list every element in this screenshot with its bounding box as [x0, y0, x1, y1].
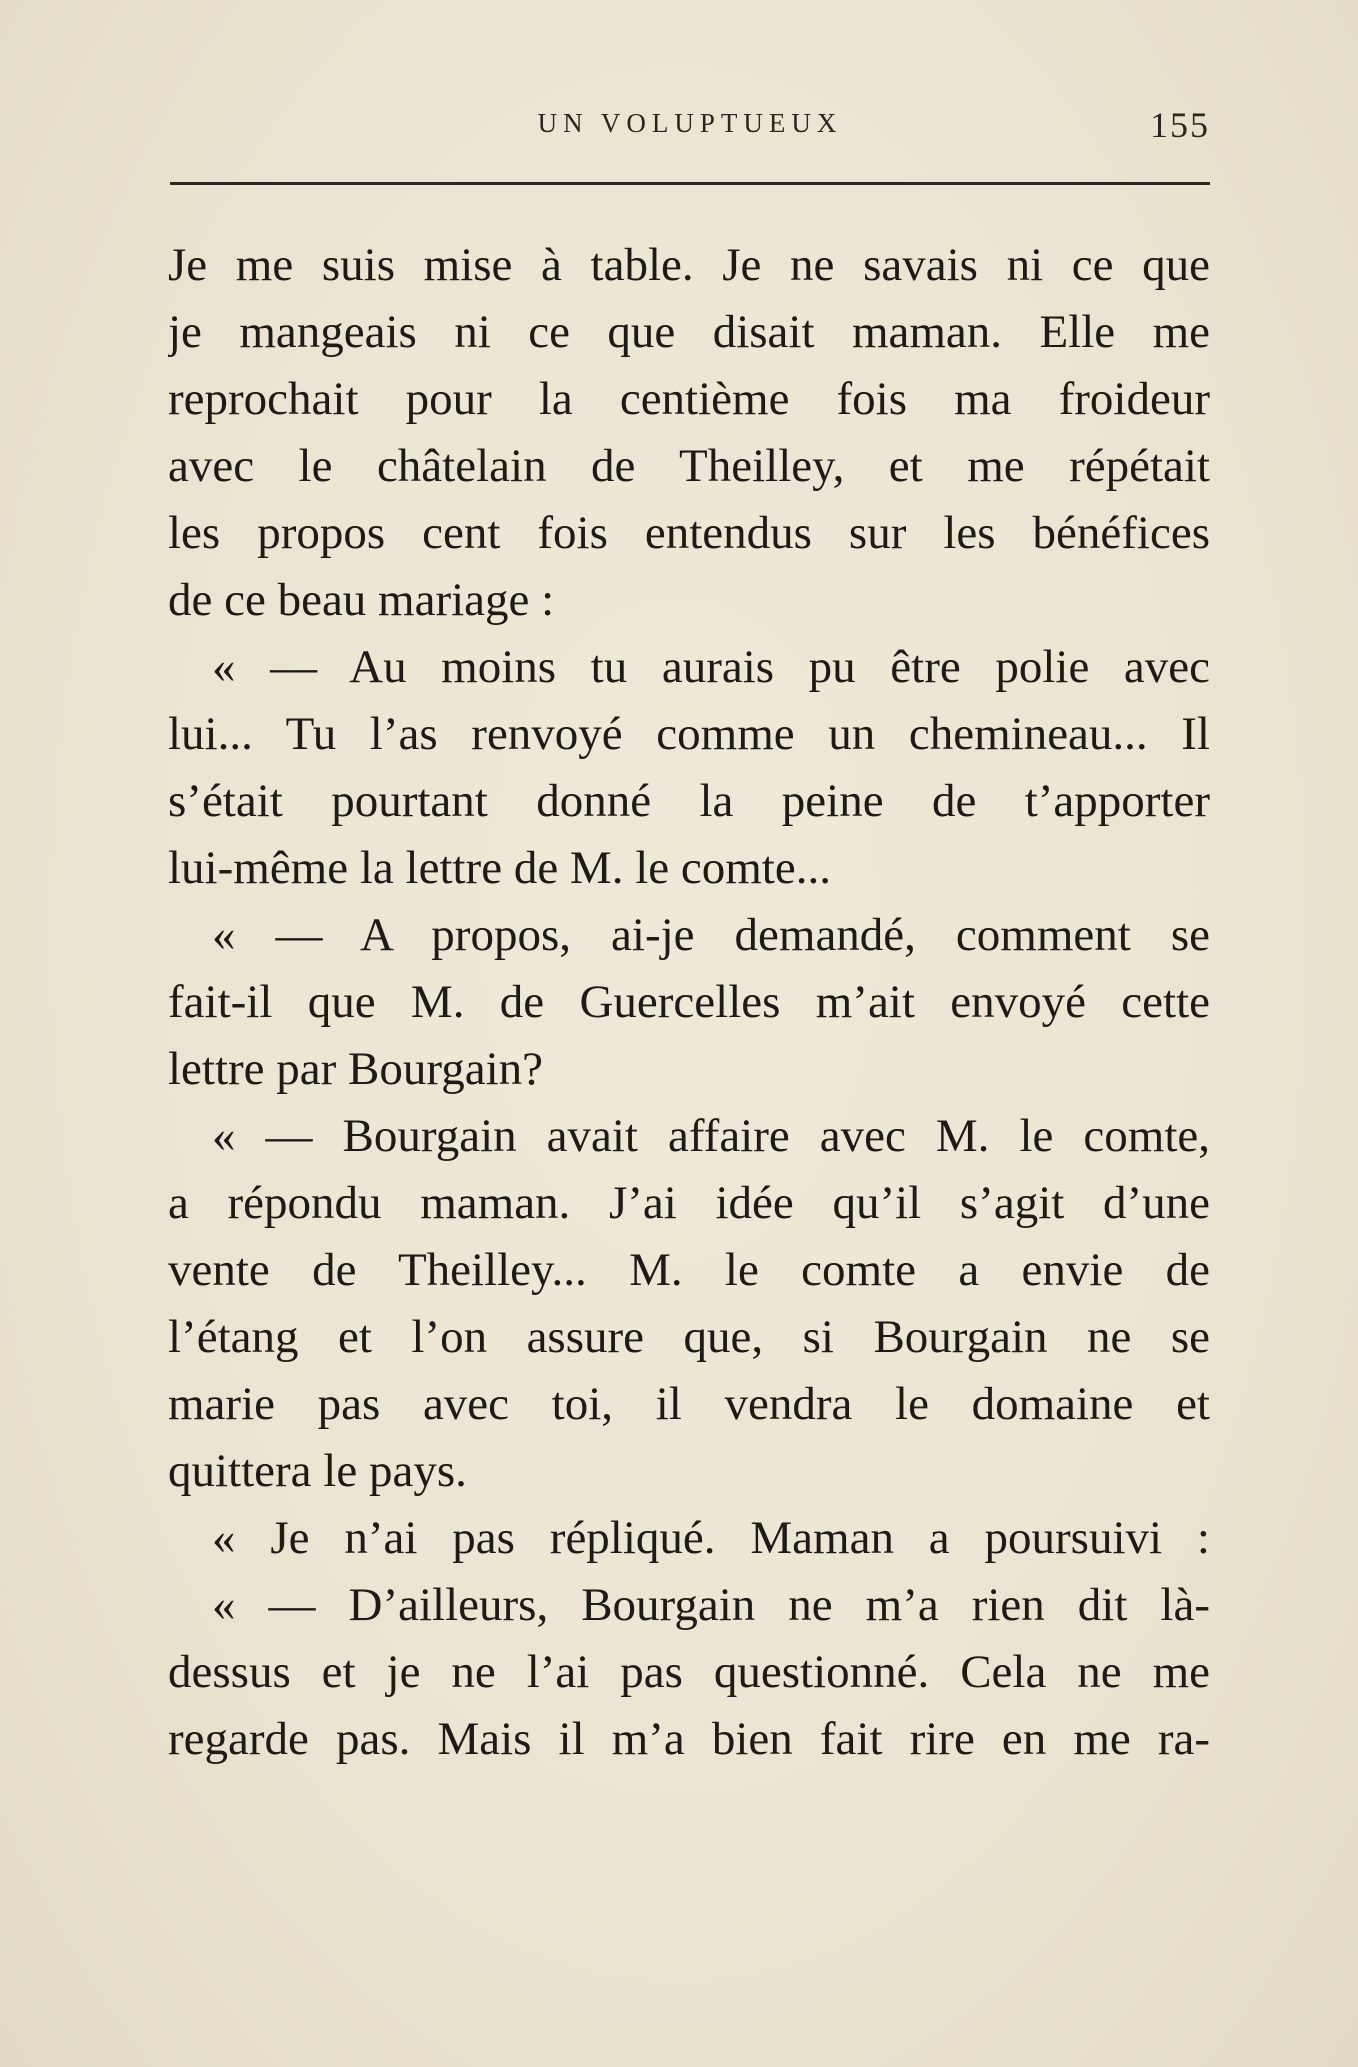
text-line: marie pas avec toi, il vendra le domaine et [168, 1378, 1210, 1430]
page-number: 155 [1150, 105, 1210, 145]
text-line: « Je n’ai pas répliqué. Maman a poursuivi : [212, 1512, 1210, 1564]
text-line: « — Bourgain avait affaire avec M. le comte, [212, 1110, 1210, 1162]
text-line: reprochait pour la centième fois ma froideur [168, 373, 1210, 425]
text-line: « — A propos, ai-je demandé, comment se [212, 909, 1210, 961]
text-line: lettre par Bourgain? [168, 1043, 543, 1095]
text-line: Je me suis mise à table. Je ne savais ni ce que [168, 239, 1210, 291]
running-title: UN VOLUPTUEUX [537, 108, 843, 138]
text-line: lui-même la lettre de M. le comte... [168, 842, 831, 894]
text-line: regarde pas. Mais il m’a bien fait rire en me ra- [168, 1713, 1210, 1765]
text-line: lui... Tu l’as renvoyé comme un chemineau... Il [168, 708, 1210, 760]
header-rule [170, 182, 1210, 185]
text-line: quittera le pays. [168, 1445, 467, 1497]
text-line: s’était pourtant donné la peine de t’apporter [168, 775, 1210, 827]
text-line: a répondu maman. J’ai idée qu’il s’agit d’une [168, 1177, 1210, 1229]
text-line: avec le châtelain de Theilley, et me répétait [168, 440, 1210, 492]
running-head [170, 105, 1210, 148]
text-line: je mangeais ni ce que disait maman. Elle me [168, 306, 1210, 358]
text-line: l’étang et l’on assure que, si Bourgain ne se [168, 1311, 1210, 1363]
text-line: « — Au moins tu aurais pu être polie avec [212, 641, 1210, 693]
text-line: fait-il que M. de Guercelles m’ait envoyé cette [168, 976, 1210, 1028]
text-line: de ce beau mariage : [168, 574, 555, 626]
text-line: dessus et je ne l’ai pas questionné. Cela ne me [168, 1646, 1210, 1698]
text-line: les propos cent fois entendus sur les bénéfices [168, 507, 1210, 559]
text-line: vente de Theilley... M. le comte a envie de [168, 1244, 1210, 1296]
text-line: « — D’ailleurs, Bourgain ne m’a rien dit là- [212, 1579, 1210, 1631]
body-text [168, 232, 1210, 1773]
